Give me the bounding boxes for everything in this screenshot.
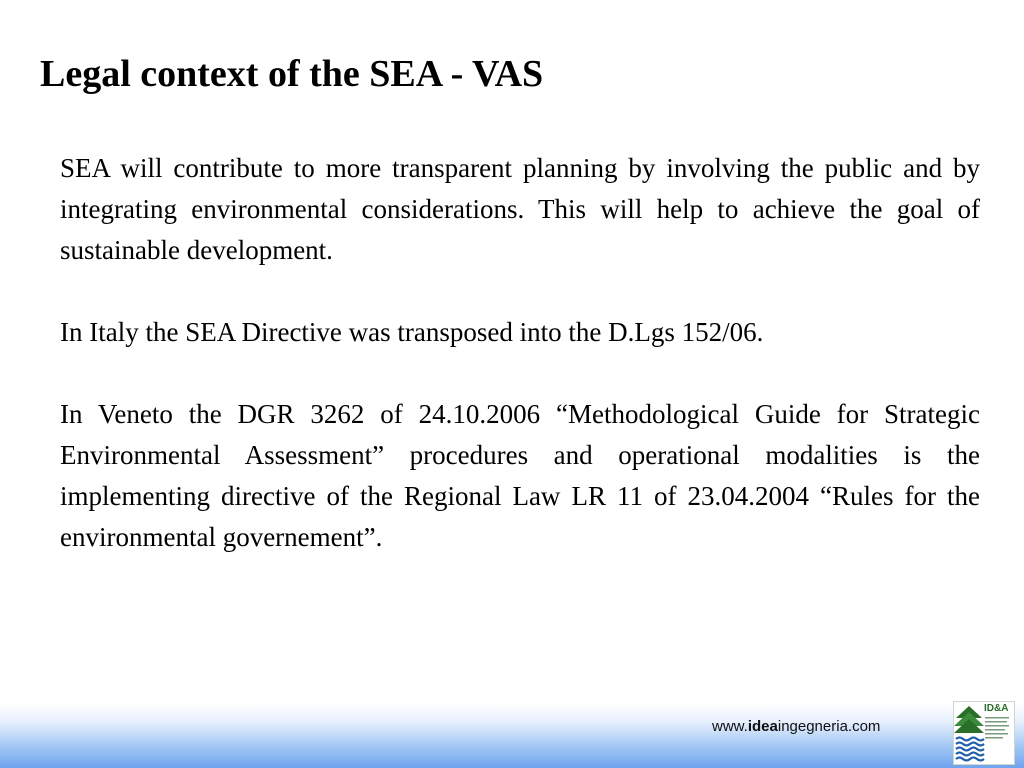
- paragraph-italy-directive: In Italy the SEA Directive was transposed into the D.Lgs 152/06.: [60, 317, 764, 347]
- slide-body: [60, 148, 980, 599]
- footer-website-link[interactable]: [712, 718, 880, 735]
- logo-text: ID&A: [984, 703, 1009, 714]
- footer-band: [0, 702, 1024, 768]
- url-brand: idea: [747, 718, 778, 735]
- slide-title: Legal context of the SEA - VAS: [40, 53, 544, 95]
- url-prefix: www.: [712, 718, 748, 735]
- url-suffix: ingegneria.com: [777, 718, 881, 735]
- company-logo: [953, 701, 1015, 765]
- paragraph-sea-contribution: SEA will contribute to more transparent planning by involving the public and by integrating environmental considerations. This will help to achieve the goal of sustainable development.: [60, 153, 980, 265]
- paragraph-veneto-dgr: In Veneto the DGR 3262 of 24.10.2006 “Methodological Guide for Strategic Environmental Assessment” procedures and operational modalities is the implementing directive of the Regional Law LR 11 of 23.04.2004 “Rules for the environmental governement”.: [60, 399, 980, 552]
